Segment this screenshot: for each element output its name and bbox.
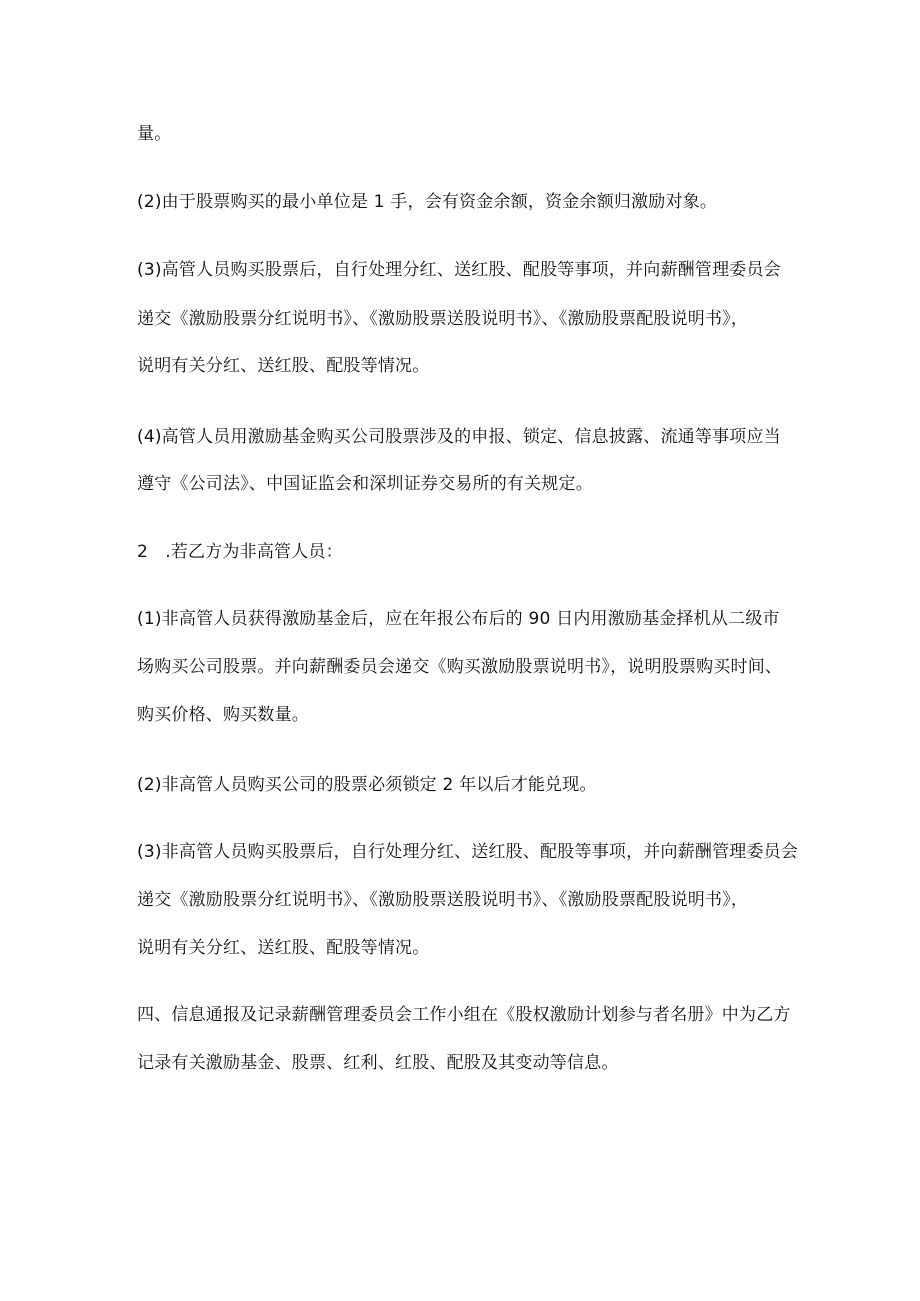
text-line: (3)高管人员购买股票后，自行处理分红、送红股、配股等事项，并向薪酬管理委员会 — [137, 260, 781, 280]
text-line: 说明有关分红、送红股、配股等情况。 — [137, 938, 430, 958]
text-line: 场购买公司股票。并向薪酬委员会递交《购买激励股票说明书》，说明股票购买时间、 — [137, 657, 783, 677]
text-line: 记录有关激励基金、股票、红利、红股、配股及其变动等信息。 — [137, 1053, 619, 1073]
section-heading: 2 .若乙方为非高管人员： — [137, 542, 343, 562]
text-line: 说明有关分红、送红股、配股等情况。 — [137, 356, 430, 376]
text-line: 递交《激励股票分红说明书》、《激励股票送股说明书》、《激励股票配股说明书》， — [137, 309, 749, 329]
text-line: 量。 — [137, 124, 172, 144]
text-line: (1)非高管人员获得激励基金后，应在年报公布后的 90 日内用激励基金择机从二级市 — [137, 609, 780, 629]
text-line: 遵守《公司法》、中国证监会和深圳证券交易所的有关规定。 — [137, 474, 593, 494]
text-line: 购买价格、购买数量。 — [137, 705, 309, 725]
text-line: (3)非高管人员购买股票后，自行处理分红、送红股、配股等事项，并向薪酬管理委员会 — [137, 842, 799, 862]
text-line: 递交《激励股票分红说明书》、《激励股票送股说明书》、《激励股票配股说明书》， — [137, 890, 749, 910]
text-line: (2)由于股票购买的最小单位是 1 手，会有资金余额，资金余额归激励对象。 — [137, 192, 718, 212]
text-line: (4)高管人员用激励基金购买公司股票涉及的申报、锁定、信息披露、流通等事项应当 — [137, 427, 781, 447]
section-heading: 四、信息通报及记录薪酬管理委员会工作小组在《股权激励计划参与者名册》中为乙方 — [137, 1005, 791, 1025]
text-line: (2)非高管人员购买公司的股票必须锁定 2 年以后才能兑现。 — [137, 775, 597, 795]
